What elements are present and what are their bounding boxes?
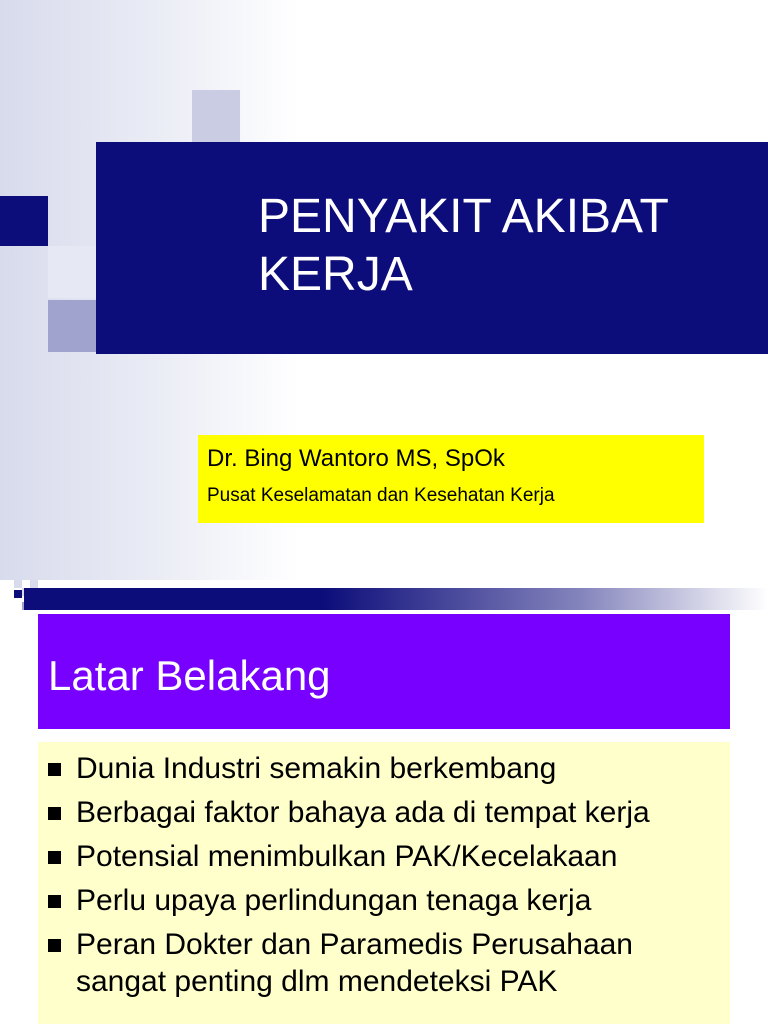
bullet-text: Berbagai faktor bahaya ada di tempat kerja bbox=[76, 796, 650, 829]
bullet-text: Peran Dokter dan Paramedis Perusahaan sangat penting dlm mendeteksi PAK bbox=[76, 928, 633, 998]
bullet-list bbox=[38, 750, 730, 1007]
bullet-item bbox=[38, 838, 730, 875]
author-name: Dr. Bing Wantoro MS, SpOk bbox=[207, 445, 505, 472]
slide-title bbox=[258, 188, 758, 304]
square-bullet-icon bbox=[48, 895, 61, 908]
content-slide bbox=[0, 580, 768, 1024]
decorative-gradient-line bbox=[24, 588, 768, 610]
square-bullet-icon bbox=[48, 939, 61, 952]
bullet-item bbox=[38, 882, 730, 919]
slide-heading: Latar Belakang bbox=[48, 652, 331, 699]
bullet-text: Dunia Industri semakin berkembang bbox=[76, 752, 557, 785]
bullet-item bbox=[38, 794, 730, 831]
bullet-item bbox=[38, 926, 730, 1000]
bullet-text: Perlu upaya perlindungan tenaga kerja bbox=[76, 884, 592, 917]
title-line-1: PENYAKIT AKIBAT bbox=[258, 190, 669, 243]
author-box bbox=[198, 435, 704, 523]
bullet-content-box bbox=[38, 742, 730, 1024]
bullet-text: Potensial menimbulkan PAK/Kecelakaan bbox=[76, 840, 618, 873]
deco-square bbox=[192, 90, 240, 142]
square-bullet-icon bbox=[48, 851, 61, 864]
decorative-bar bbox=[0, 196, 48, 246]
deco-mini-square bbox=[14, 580, 22, 588]
square-bullet-icon bbox=[48, 807, 61, 820]
deco-mini-square bbox=[30, 580, 38, 588]
title-line-2: KERJA bbox=[258, 248, 413, 301]
heading-band bbox=[38, 614, 730, 729]
deco-square bbox=[48, 300, 96, 352]
square-bullet-icon bbox=[48, 763, 61, 776]
deco-square bbox=[48, 246, 96, 298]
deco-mini-square bbox=[14, 590, 22, 598]
bullet-item bbox=[38, 750, 730, 787]
author-organization: Pusat Keselamatan dan Kesehatan Kerja bbox=[207, 485, 555, 506]
